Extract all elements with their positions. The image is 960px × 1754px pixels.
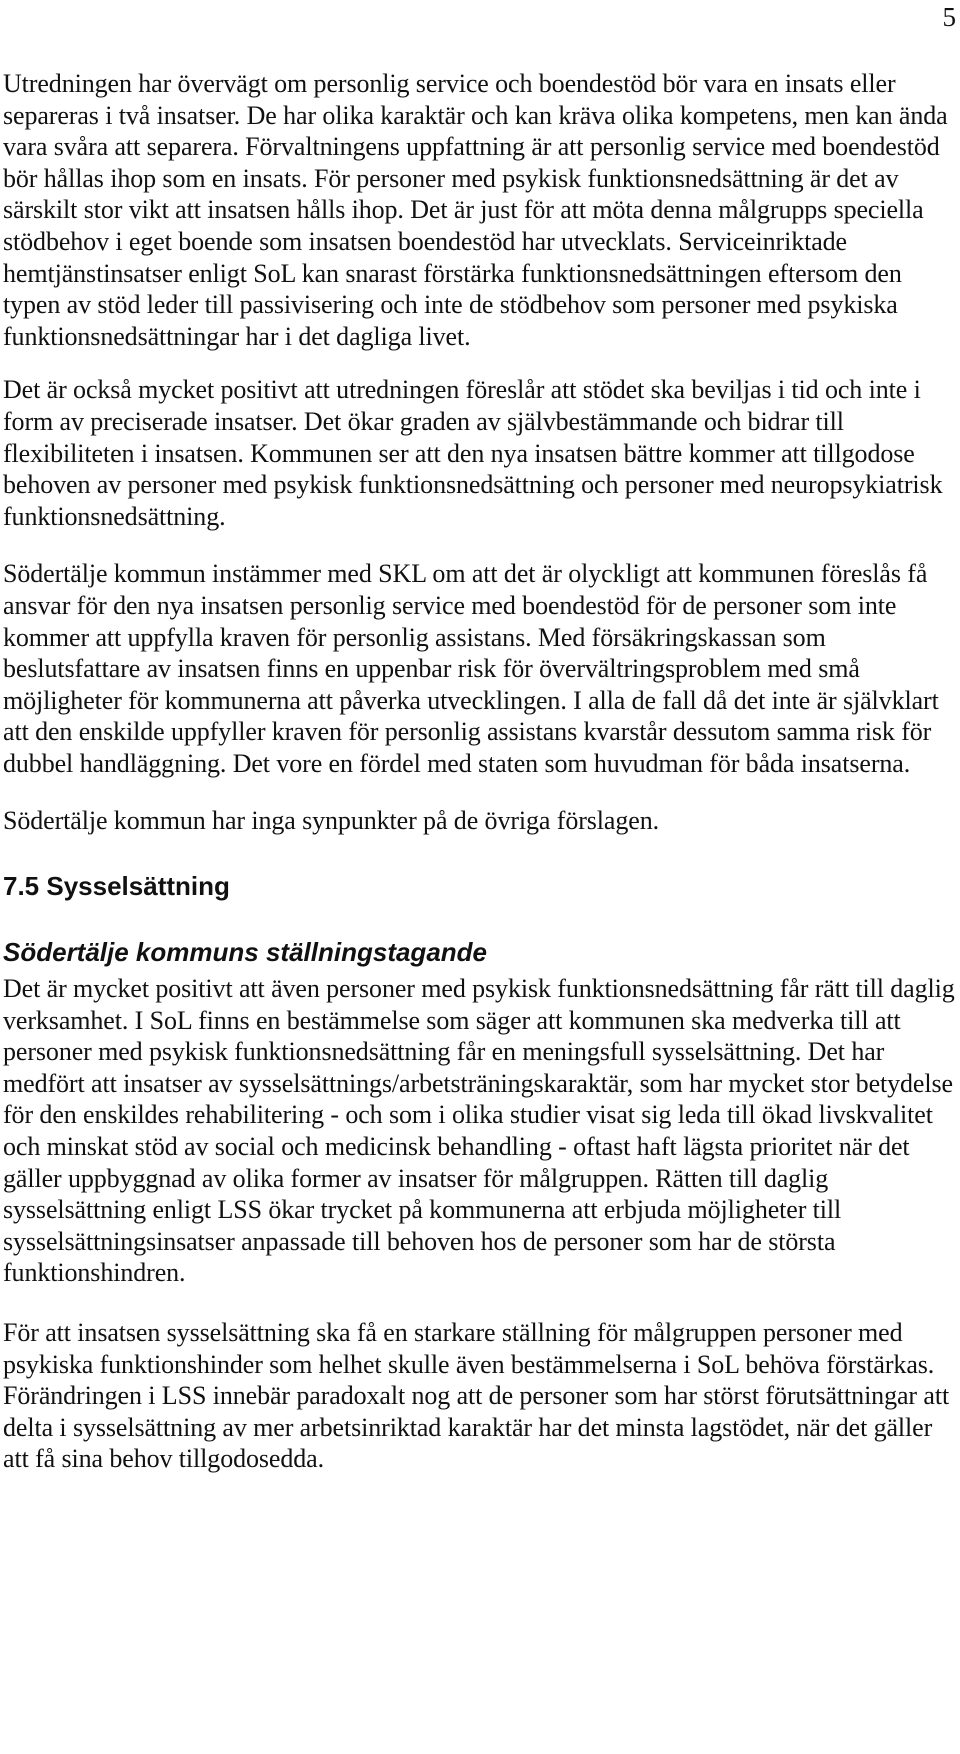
paragraph-skl-ansvar: Södertälje kommun instämmer med SKL om att det är olyckligt att kommunen föreslås få ansvar för den nya insatsen personlig service med boendestöd för de personer som inte kommer att uppfylla kraven för personlig assistans. Med försäkringskassan som beslutsfattare av insatsen finns en uppenbar risk för övervältringsproblem med små möjligheter för kommunerna att påverka utvecklingen. I alla de fall då det inte är självklart att den enskilde uppfyller kraven för personlig assistans kvarstår dessutom samma risk för dubbel handläggning. Det vore en fördel med staten som huvudman för båda insatserna. — [3, 559, 939, 778]
paragraph-ovriga-forslag: Södertälje kommun har inga synpunkter på de övriga förslagen. — [3, 806, 659, 836]
page-number: 5 — [942, 2, 956, 32]
paragraph-personlig-service: Utredningen har övervägt om personlig service och boendestöd bör vara en insats eller separeras i två insatser. De har olika karaktär och kan kräva olika kompetens, men kan ända vara svåra att separera. Förvaltningens uppfattning är att personlig service med boendestöd bör hållas ihop som en insats. För personer med psykisk funktionsnedsättning är det av särskilt stor vikt att insatsen hålls ihop. Det är just för att möta denna målgrupps speciella stödbehov i eget boende som insatsen boendestöd har utvecklats. Serviceinriktade hemtjänstinsatser enligt SoL kan snarast förstärka funktionsnedsättningen eftersom den typen av stöd leder till passivisering och inte de stödbehov som personer med psykiska funktionsnedsättningar har i det dagliga livet. — [3, 69, 948, 351]
subsection-heading: Södertälje kommuns ställningstagande — [3, 937, 487, 968]
section-heading: 7.5 Sysselsättning — [3, 871, 230, 902]
paragraph-daglig-verksamhet: Det är mycket positivt att även personer med psykisk funktionsnedsättning får rätt till daglig verksamhet. I SoL finns en bestämmelse som säger att kommunen ska medverka till att personer med psykisk funktionsnedsättning får en meningsfull sysselsättning. Det har medfört att insatser av sysselsättnings/arbetsträningskaraktär, som har mycket stor betydelse för den enskildes rehabilitering - och som i olika studier visat sig leda till ökad livskvalitet och minskat stöd av social och medicinsk behandling - oftast haft lägsta prioritet när det gäller uppbyggnad av olika former av insatser för målgruppen. Rätten till daglig sysselsättning enligt LSS ökar trycket på kommunerna att erbjuda möjligheter till sysselsättningsinsatser anpassade till behoven hos de personer som har de största funktionshindren. — [3, 974, 955, 1288]
document-body — [3, 68, 958, 1475]
paragraph-stod-i-tid: Det är också mycket positivt att utredningen föreslår att stödet ska beviljas i tid och inte i form av preciserade insatser. Det ökar graden av självbestämmande och bidrar till flexibiliteten i insatsen. Kommunen ser att den nya insatsen bättre kommer att tillgodose behoven av personer med psykisk funktionsnedsättning och personer med neuropsykiatrisk funktionsnedsättning. — [3, 375, 943, 531]
paragraph-sysselsattning-sol: För att insatsen sysselsättning ska få en starkare ställning för målgruppen personer med psykiska funktionshinder som helhet skulle även bestämmelserna i SoL behöva förstärkas. Förändringen i LSS innebär paradoxalt nog att de personer som har störst förutsättningar att delta i sysselsättning av mer arbetsinriktad karaktär har det minsta lagstödet, när det gäller att få sina behov tillgodosedda. — [3, 1318, 950, 1474]
